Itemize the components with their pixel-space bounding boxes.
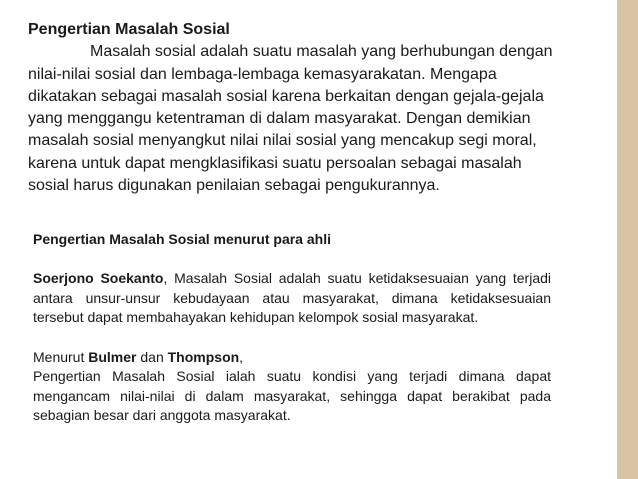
definition-line: yang menggangu ketentraman di dalam masyarakat. Dengan demikian bbox=[28, 110, 531, 128]
expert-name: Bulmer bbox=[88, 348, 137, 365]
definition-line: dikatakan sebagai masalah sosial karena berkaitan dengan gejala-gejala bbox=[28, 87, 544, 105]
expert-definition-bulmer-thompson: Pengertian Masalah Sosial ialah suatu kondisi yang terjadi dimana dapat mengancam nilai-nilai di dalam masyarakat, sehingga dapat berakibat pada sebagian besar dari anggota masyarakat. bbox=[33, 368, 551, 424]
decorative-side-stripe bbox=[617, 0, 638, 479]
definition-title: Pengertian Masalah Sosial bbox=[28, 21, 230, 38]
experts-block bbox=[33, 230, 551, 426]
definition-line: Masalah sosial adalah suatu masalah yang berhubungan dengan bbox=[90, 43, 553, 61]
expert-name: Thompson bbox=[167, 348, 240, 365]
expert-name: Soerjono Soekanto bbox=[33, 270, 164, 287]
definition-line: nilai-nilai sosial dan lembaga-lembaga kemasyarakatan. Mengapa bbox=[28, 65, 497, 83]
expert-attribution: Menurut Bulmer dan Thompson, bbox=[33, 348, 244, 365]
definition-line: karena untuk dapat mengklasifikasi suatu persoalan sebagai masalah bbox=[28, 154, 522, 172]
experts-title: Pengertian Masalah Sosial menurut para ahli bbox=[33, 231, 331, 247]
definition-line: masalah sosial menyangkut nilai nilai sosial yang mencakup segi moral, bbox=[28, 132, 537, 150]
expert-text: , Masalah Sosial adalah suatu ketidaksesuaian yang terjadi antara unsur-unsur kebudayaan atau masyarakat, dimana ketidaksesuaian tersebut dapat membahayakan kehidupan kelompok sosial masyarakat. bbox=[33, 270, 552, 326]
definition-block bbox=[28, 19, 610, 197]
expert-definition-soekanto bbox=[33, 269, 551, 328]
definition-line: sosial harus digunakan penilaian sebagai pengukurannya. bbox=[28, 177, 440, 195]
